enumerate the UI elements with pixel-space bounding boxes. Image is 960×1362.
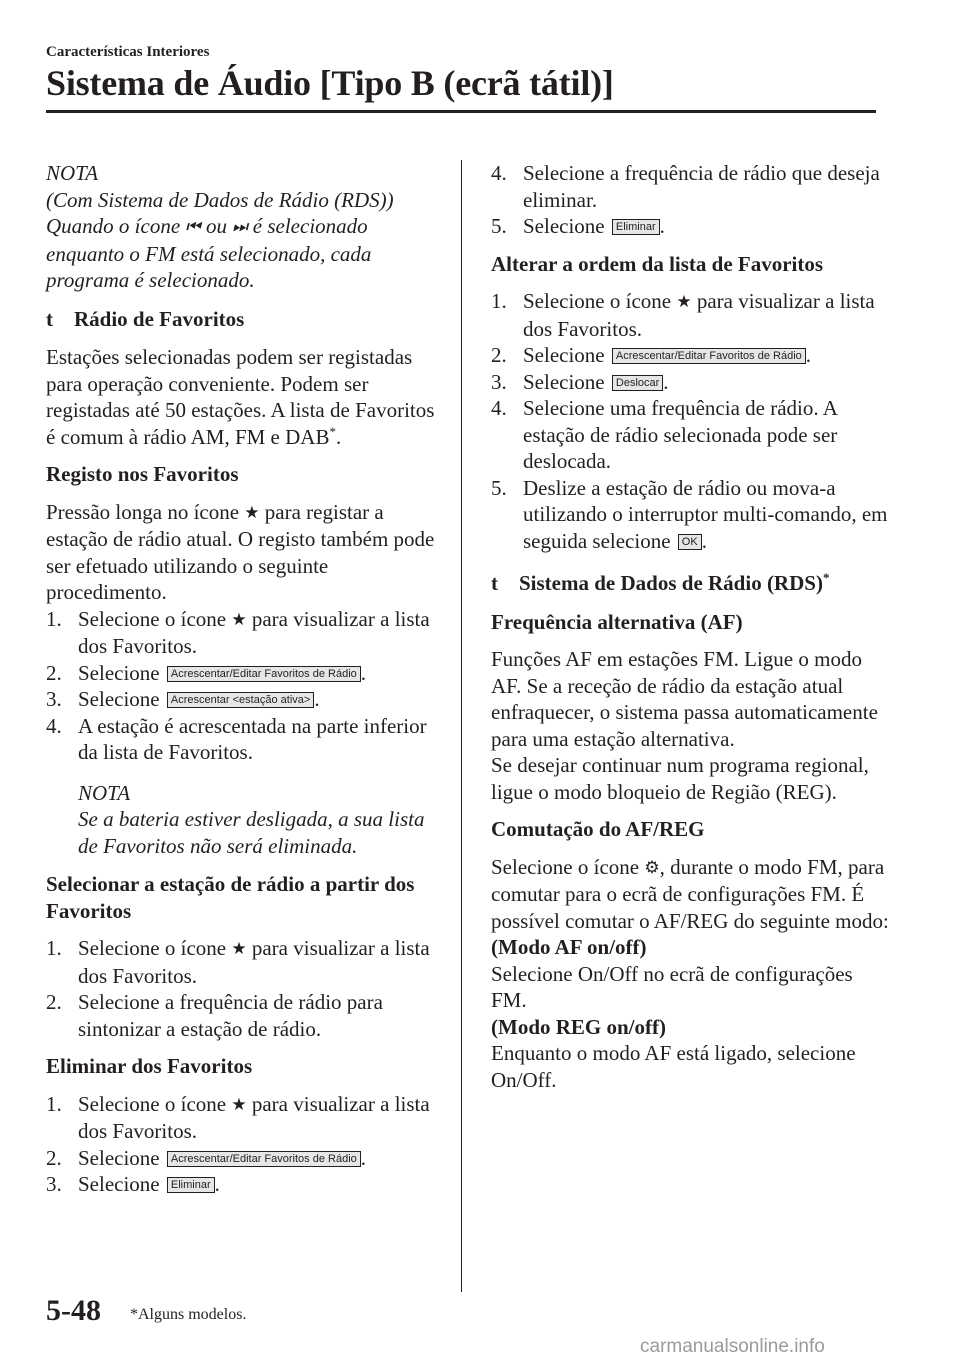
star-icon: ★ [676, 292, 692, 312]
step-text: A estação é acrescentada na parte inferior da lista de Favoritos. [78, 713, 427, 764]
nota-text-post: é selecionado enquanto o FM está selecionado, cada programa é selecionado. [46, 214, 372, 292]
ok-button[interactable]: OK [678, 534, 702, 550]
step-text: Selecione a frequência de rádio que deseja eliminar. [523, 161, 880, 212]
heading-text: Sistema de Dados de Rádio (RDS) [519, 571, 823, 595]
switch-post: , durante o modo FM, para comutar para o ecrã de configurações FM. É possível comutar o AF/REG do seguinte modo: [491, 854, 889, 933]
step-number: 2. [46, 990, 62, 1014]
step-number: 3. [46, 687, 62, 711]
list-item [46, 606, 441, 660]
page-number: 5-48 [46, 1294, 101, 1327]
gear-icon: ⚙ [644, 857, 660, 878]
footnote: *Alguns modelos. [130, 1306, 247, 1323]
mode-af-label: (Modo AF on/off) [491, 935, 647, 959]
step-text: para visualizar a lista dos Favoritos. [523, 289, 875, 341]
step-text: Selecione [523, 214, 605, 238]
step-number: 4. [491, 161, 507, 185]
nota-text-pre: Quando o ícone [46, 214, 181, 238]
star-icon: ★ [231, 609, 247, 630]
add-edit-favorites-button[interactable]: Acrescentar/Editar Favoritos de Rádio [167, 1151, 361, 1167]
section-marker: t [46, 306, 53, 331]
register-steps [46, 606, 441, 766]
list-item: 3. Selecione Eliminar . [46, 1172, 220, 1196]
step-number: 4. [46, 713, 62, 738]
list-item [46, 989, 441, 1042]
nota-label: NOTA [78, 780, 131, 805]
star-icon: ★ [231, 939, 247, 959]
step-number: 2. [491, 343, 507, 367]
register-intro-pre: Pressão longa no ícone [46, 499, 240, 524]
step-number: 2. [46, 660, 62, 685]
right-column [491, 160, 891, 1093]
list-item: 3. Selecione Deslocar . [491, 369, 669, 394]
nota-block [46, 780, 441, 860]
heading-change-order: Alterar a ordem da lista de Favoritos [491, 251, 824, 276]
switch-paragraph [491, 854, 891, 935]
asterisk-note: * [329, 423, 336, 439]
list-item: 3. Selecione Acrescentar <estação ativa> . [46, 687, 320, 711]
list-item [46, 1091, 441, 1145]
move-button[interactable]: Deslocar [612, 375, 663, 391]
favorites-intro: Estações selecionadas podem ser registadas para operação conveniente. Podem ser registadas até 50 estações. A lista de Favoritos é comum à rádio AM, FM e DAB*. [46, 345, 435, 449]
list-item [46, 935, 441, 989]
list-item [491, 288, 891, 342]
mode-reg-label: (Modo REG on/off) [491, 1014, 666, 1039]
step-text: Selecione uma frequência de rádio. A estação de rádio selecionada pode ser deslocada. [523, 396, 838, 473]
heading-select-station: Selecionar a estação de rádio a partir dos Favoritos [46, 872, 415, 923]
section-marker: t [491, 571, 498, 595]
add-edit-favorites-button[interactable]: Acrescentar/Editar Favoritos de Rádio [167, 666, 361, 682]
step-text: Selecione [78, 1172, 160, 1196]
header-rule [46, 110, 876, 113]
step-text: para visualizar a lista dos Favoritos. [78, 1091, 430, 1143]
heading-af: Frequência alternativa (AF) [491, 609, 743, 634]
step-number: 1. [46, 1091, 62, 1116]
step-text: Selecione o ícone [78, 936, 227, 960]
step-text: para visualizar a lista dos Favoritos. [78, 936, 430, 988]
nota-label: NOTA [46, 161, 99, 185]
column-divider [461, 160, 462, 1292]
skip-forward-icon: ⏭ [232, 217, 248, 237]
register-intro [46, 499, 441, 606]
step-number: 1. [491, 289, 507, 313]
mode-reg-text: Enquanto o modo AF está ligado, selecione On/Off. [491, 1041, 856, 1092]
add-active-station-button[interactable]: Acrescentar <estação ativa> [167, 692, 314, 708]
step-number: 1. [46, 606, 62, 631]
step-text: para visualizar a lista dos Favoritos. [78, 606, 430, 658]
step-text: Selecione o ícone [78, 1091, 227, 1116]
heading-favorites-radio [46, 306, 441, 333]
delete-button[interactable]: Eliminar [167, 1177, 215, 1193]
step-number: 3. [491, 369, 507, 394]
heading-text: Rádio de Favoritos [74, 306, 245, 331]
delete-button[interactable]: Eliminar [612, 219, 660, 235]
add-edit-favorites-button[interactable]: Acrescentar/Editar Favoritos de Rádio [612, 348, 806, 364]
step-text: Selecione a frequência de rádio para sintonizar a estação de rádio. [78, 990, 383, 1041]
watermark: carmanualsonline.info [640, 1336, 825, 1357]
star-icon: ★ [231, 1094, 247, 1115]
list-item: 2. Selecione Acrescentar/Editar Favoritos de Rádio . [46, 660, 367, 685]
step-number: 2. [46, 1145, 62, 1170]
list-item: 5. Selecione Eliminar . [491, 214, 665, 238]
list-item [46, 713, 441, 766]
heading-delete: Eliminar dos Favoritos [46, 1054, 253, 1078]
favorites-intro-text: Estações selecionadas podem ser registadas para operação conveniente. Podem ser registadas até 50 estações. A lista de Favoritos é comum à rádio AM, FM e DAB [46, 345, 435, 449]
switch-pre: Selecione o ícone [491, 854, 640, 879]
heading-af-reg-switch: Comutação do AF/REG [491, 817, 705, 841]
nota-text [46, 213, 441, 294]
order-steps [491, 288, 891, 554]
section-label: Características Interiores [46, 44, 210, 60]
delete-steps-continued [491, 160, 891, 240]
left-column [46, 160, 441, 1198]
skip-back-icon: ⏮ [185, 217, 201, 237]
reg-paragraph: Se desejar continuar num programa regional, ligue o modo bloqueio de Região (REG). [491, 753, 869, 804]
list-item [491, 160, 891, 213]
asterisk-note: * [822, 570, 830, 585]
step-text: Selecione [78, 660, 160, 685]
mode-af-text: Selecione On/Off no ecrã de configurações FM. [491, 961, 853, 1012]
nota-condition: (Com Sistema de Dados de Rádio (RDS)) [46, 187, 394, 212]
af-paragraph: Funções AF em estações FM. Ligue o modo AF. Se a receção de rádio da estação atual enfraquecer, o sistema passa automaticamente para uma estação alternativa. [491, 647, 878, 751]
step-number: 3. [46, 1172, 62, 1196]
step-number: 1. [46, 936, 62, 960]
step-text: Selecione [78, 1145, 160, 1170]
select-steps [46, 935, 441, 1042]
delete-steps [46, 1091, 441, 1198]
list-item [491, 395, 891, 475]
step-text: Selecione o ícone [523, 289, 672, 313]
heading-rds [491, 570, 891, 597]
star-icon: ★ [244, 502, 260, 523]
step-text: Selecione [78, 687, 160, 711]
step-text: Selecione [523, 343, 605, 367]
nota-text: Se a bateria estiver desligada, a sua lista de Favoritos não será eliminada. [78, 807, 425, 858]
heading-register: Registo nos Favoritos [46, 462, 239, 486]
step-text: Selecione [523, 369, 605, 394]
step-number: 5. [491, 475, 507, 500]
nota-text-or: ou [205, 214, 227, 238]
step-text: Deslize a estação de rádio ou mova-a utilizando o interruptor multi-comando, em seguida selecione [523, 475, 888, 553]
page-title: Sistema de Áudio [Tipo B (ecrã tátil)] [46, 63, 614, 103]
list-item: 5. Deslize a estação de rádio ou mova-a utilizando o interruptor multi-comando, em seguida selecione OK . [491, 475, 888, 553]
step-text: Selecione o ícone [78, 606, 227, 631]
step-number: 4. [491, 396, 507, 420]
list-item: 2. Selecione Acrescentar/Editar Favoritos de Rádio . [46, 1145, 367, 1170]
register-intro-post: para registar a estação de rádio atual. O registo também pode ser efetuado utilizando o seguinte procedimento. [46, 499, 435, 604]
step-number: 5. [491, 214, 507, 238]
list-item: 2. Selecione Acrescentar/Editar Favoritos de Rádio . [491, 343, 812, 367]
